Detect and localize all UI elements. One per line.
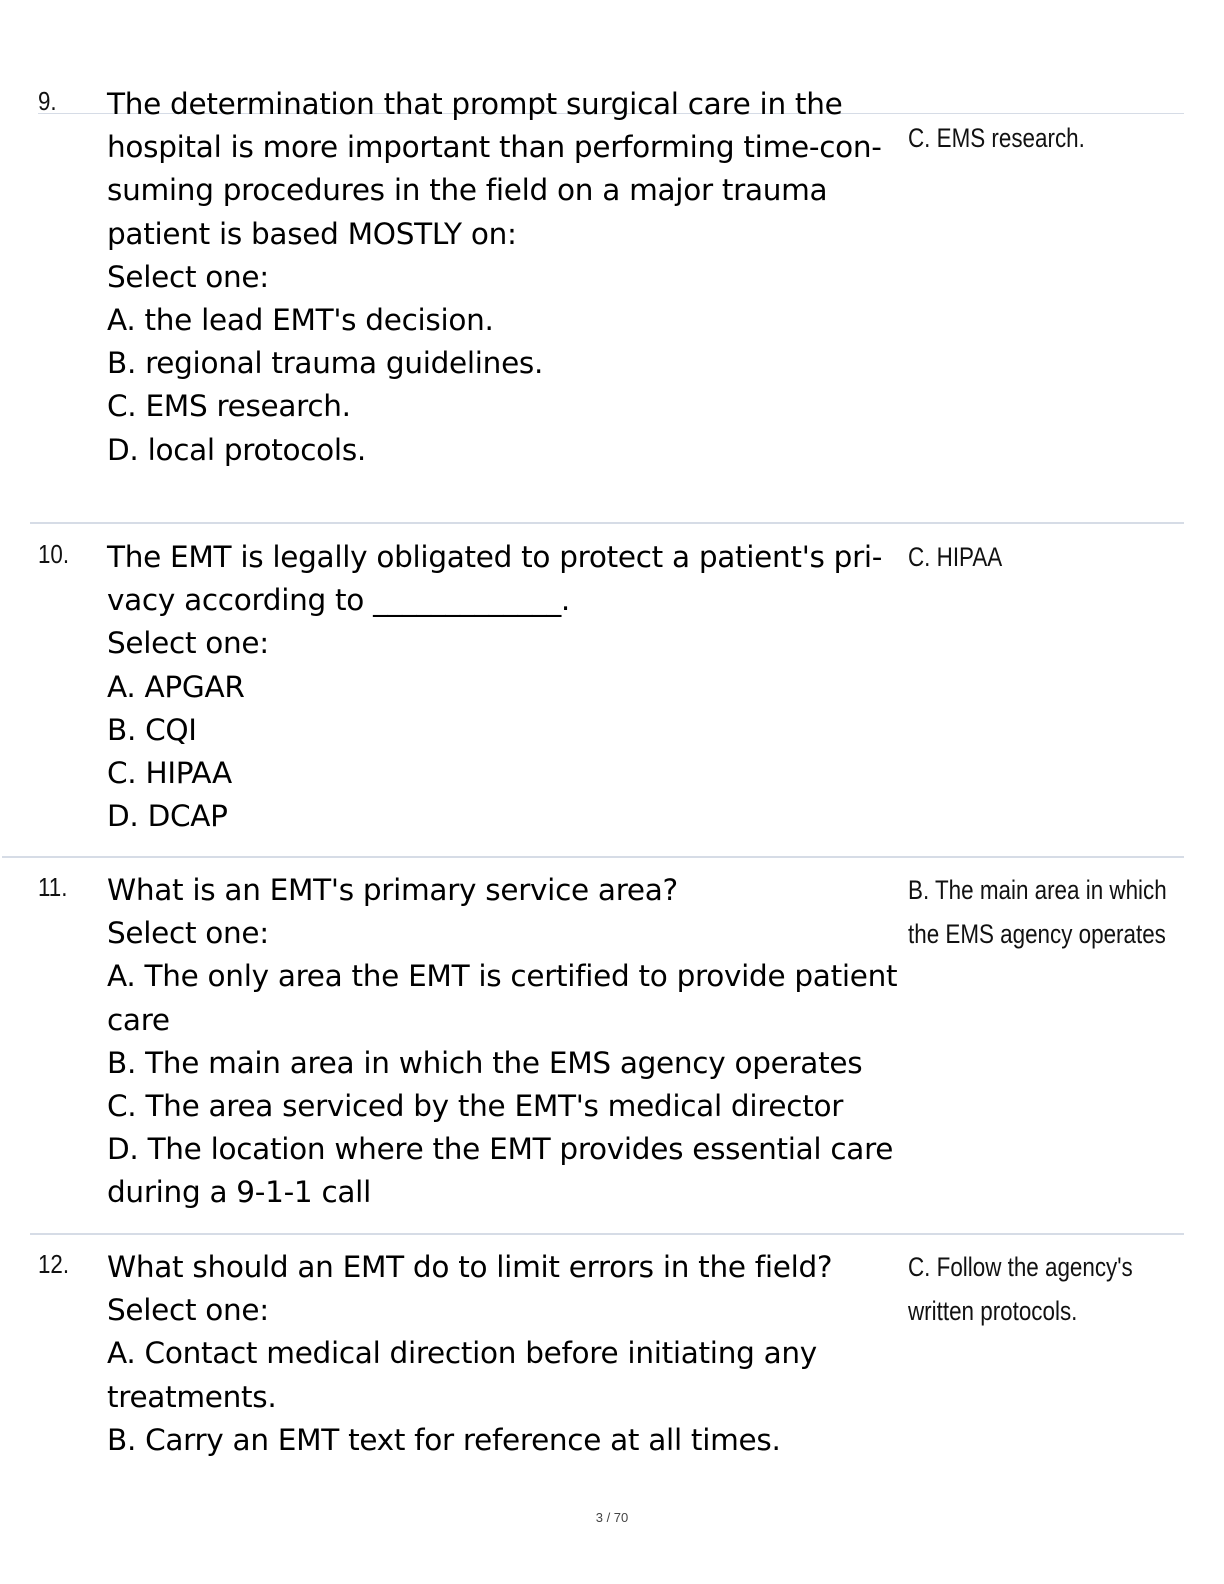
question-line: What is an EMT's primary service area? bbox=[107, 873, 678, 907]
row-divider bbox=[2, 856, 1184, 858]
answer-line: the EMS agency operates bbox=[908, 918, 1166, 949]
select-one-label: Select one: bbox=[107, 1293, 269, 1328]
option-b: B. Carry an EMT text for reference at all times. bbox=[107, 1422, 781, 1457]
answer-text bbox=[908, 869, 1167, 956]
answer-line: written protocols. bbox=[908, 1295, 1078, 1326]
question-line: vacy according to _____________. bbox=[107, 583, 571, 618]
row-divider bbox=[30, 522, 1184, 524]
question-text bbox=[107, 1246, 907, 1462]
option-a-continued: care bbox=[107, 1002, 170, 1037]
option-c: C. HIPAA bbox=[107, 756, 232, 791]
answer-line: C. Follow the agency's bbox=[908, 1252, 1133, 1282]
answer-text bbox=[908, 117, 1157, 161]
answer-line: C. EMS research. bbox=[908, 123, 1085, 153]
option-a: A. APGAR bbox=[107, 669, 245, 704]
question-line: What should an EMT do to limit errors in the field? bbox=[107, 1250, 833, 1284]
question-line: patient is based MOSTLY on: bbox=[107, 216, 517, 251]
option-a: A. The only area the EMT is certified to provide patient bbox=[107, 959, 898, 994]
option-b: B. The main area in which the EMS agency operates bbox=[107, 1045, 863, 1080]
question-text bbox=[107, 536, 907, 838]
option-d: D. The location where the EMT provides essential care bbox=[107, 1132, 894, 1167]
question-number: 11. bbox=[38, 872, 68, 902]
option-a-continued: treatments. bbox=[107, 1379, 277, 1414]
question-text bbox=[107, 83, 907, 472]
page-indicator: 3 / 70 bbox=[595, 1510, 629, 1525]
answer-line: C. HIPAA bbox=[908, 542, 1003, 572]
select-one-label: Select one: bbox=[107, 916, 269, 951]
question-line: The determination that prompt surgical care in the bbox=[107, 87, 843, 121]
option-d-continued: during a 9-1-1 call bbox=[107, 1175, 371, 1210]
option-b: B. CQI bbox=[107, 712, 197, 747]
option-d: D. local protocols. bbox=[107, 432, 366, 467]
answer-text bbox=[908, 536, 1157, 580]
question-number: 9. bbox=[38, 86, 57, 116]
question-line: The EMT is legally obligated to protect a patient's pri- bbox=[107, 540, 883, 574]
question-line: hospital is more important than performing time-con- bbox=[107, 130, 882, 165]
option-d: D. DCAP bbox=[107, 799, 228, 834]
answer-text bbox=[908, 1246, 1157, 1333]
select-one-label: Select one: bbox=[107, 259, 269, 294]
question-number: 10. bbox=[38, 539, 70, 569]
question-text bbox=[107, 869, 907, 1215]
question-line: suming procedures in the field on a major trauma bbox=[107, 173, 828, 208]
option-c: C. The area serviced by the EMT's medical director bbox=[107, 1089, 844, 1124]
option-a: A. the lead EMT's decision. bbox=[107, 303, 494, 338]
option-c: C. EMS research. bbox=[107, 389, 351, 424]
option-b: B. regional trauma guidelines. bbox=[107, 346, 544, 381]
select-one-label: Select one: bbox=[107, 626, 269, 661]
answer-line: B. The main area in which bbox=[908, 875, 1167, 905]
option-a: A. Contact medical direction before initiating any bbox=[107, 1336, 817, 1371]
question-number: 12. bbox=[38, 1249, 70, 1279]
row-divider bbox=[30, 1233, 1184, 1235]
